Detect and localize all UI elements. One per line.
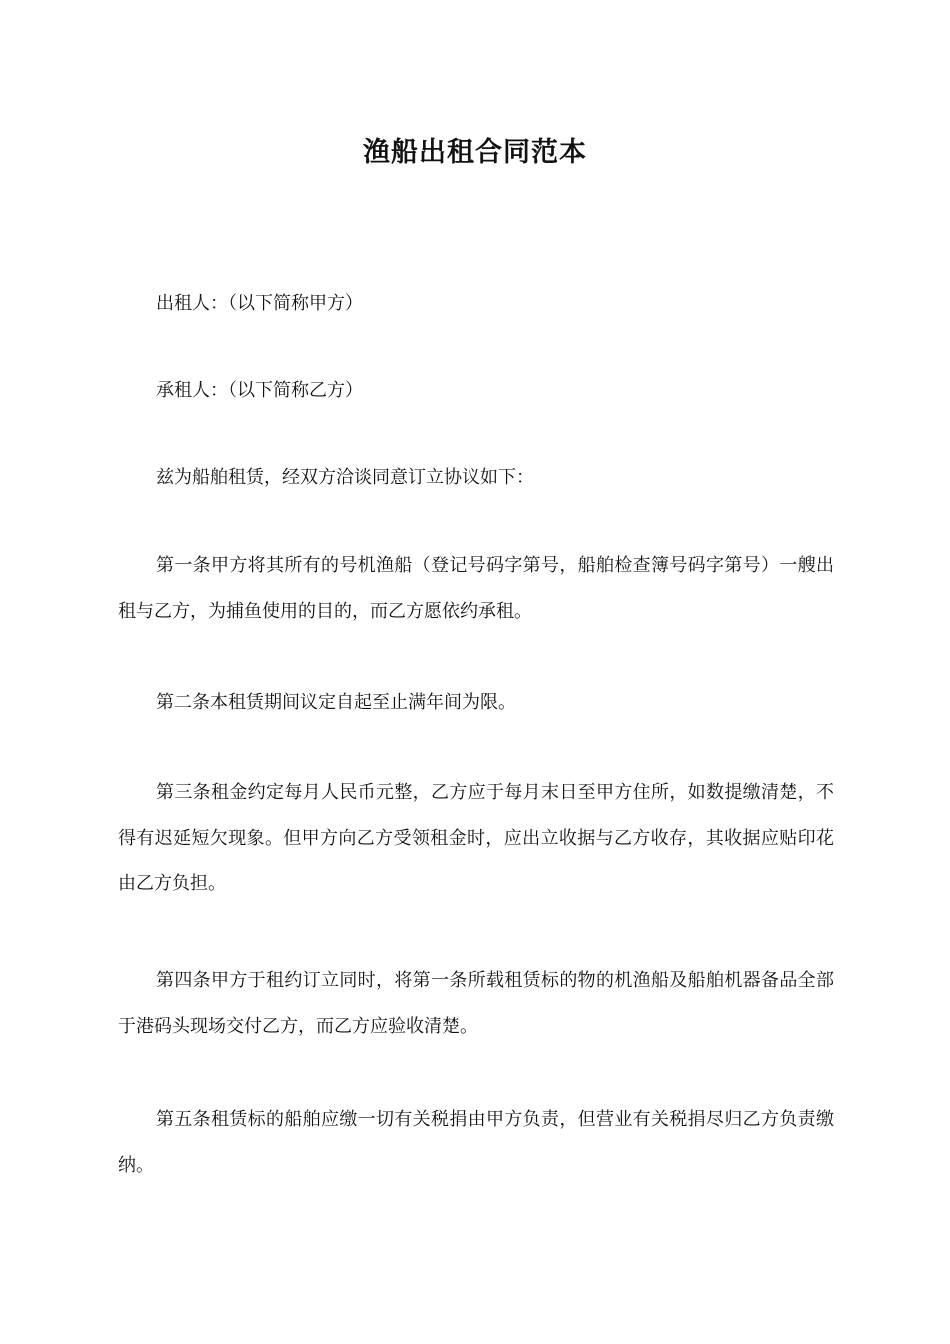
article-1-paragraph: 第一条甲方将其所有的号机渔船（登记号码字第号，船舶检查簿号码字第号）一艘出租与乙方，为捕鱼使用的目的，而乙方愿依约承租。 xyxy=(118,555,834,622)
lessor-paragraph: 出租人：（以下简称甲方） xyxy=(156,293,363,314)
article-4-paragraph: 第四条甲方于租约订立同时，将第一条所载租赁标的物的机渔船及船舶机器备品全部于港码头现场交付乙方，而乙方应验收清楚。 xyxy=(118,970,834,1037)
article-5-paragraph: 第五条租赁标的船舶应缴一切有关税捐由甲方负责，但营业有关税捐尽归乙方负责缴纳。 xyxy=(118,1109,834,1176)
article-2-paragraph: 第二条本租赁期间议定自起至止满年间为限。 xyxy=(156,692,516,713)
intro-paragraph: 兹为船舶租赁，经双方洽谈同意订立协议如下： xyxy=(156,467,534,488)
lessee-paragraph: 承租人：（以下简称乙方） xyxy=(156,380,363,401)
article-3-paragraph: 第三条租金约定每月人民币元整，乙方应于每月末日至甲方住所，如数提缴清楚，不得有迟延短欠现象。但甲方向乙方受领租金时，应出立收据与乙方收存，其收据应贴印花由乙方负担。 xyxy=(118,782,834,894)
document-title: 渔船出租合同范本 xyxy=(363,137,587,168)
